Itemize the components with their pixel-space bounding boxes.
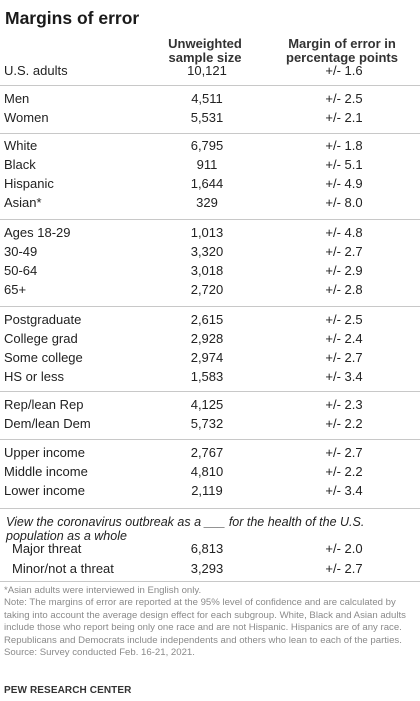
sample-size-cell: 2,928 bbox=[190, 331, 224, 346]
divider-line bbox=[0, 133, 420, 134]
row-label: Rep/lean Rep bbox=[4, 397, 84, 412]
margin-of-error-cell: +/- 2.4 bbox=[325, 331, 363, 346]
row-label: Ages 18-29 bbox=[4, 225, 71, 240]
divider-line bbox=[0, 508, 420, 509]
divider-line bbox=[0, 306, 420, 307]
sample-size-cell: 3,320 bbox=[190, 244, 224, 259]
row-label: Minor/not a threat bbox=[12, 561, 114, 576]
table-row bbox=[0, 414, 420, 434]
row-label: Lower income bbox=[4, 483, 85, 498]
margin-of-error-cell: +/- 2.9 bbox=[325, 263, 363, 278]
question-text: View the coronavirus outbreak as a ___ for the health of the U.S. population as a whole bbox=[6, 515, 365, 543]
sample-size-cell: 4,125 bbox=[190, 397, 224, 412]
row-label: Middle income bbox=[4, 464, 88, 479]
margin-of-error-cell: +/- 1.8 bbox=[325, 138, 363, 153]
sample-size-cell: 329 bbox=[196, 195, 218, 210]
row-label: Dem/lean Dem bbox=[4, 416, 91, 431]
table-row bbox=[0, 367, 420, 387]
divider-line bbox=[0, 581, 420, 582]
row-label: 50-64 bbox=[4, 263, 38, 278]
table-row bbox=[0, 242, 420, 262]
table-row bbox=[0, 223, 420, 243]
column-header-sample-size: Unweighted sample size bbox=[168, 36, 242, 65]
row-label: Asian* bbox=[4, 195, 42, 210]
table-row bbox=[0, 61, 420, 81]
row-label: Black bbox=[4, 157, 36, 172]
sample-size-cell: 3,018 bbox=[190, 263, 224, 278]
margin-of-error-cell: +/- 2.7 bbox=[325, 445, 363, 460]
row-label: College grad bbox=[4, 331, 78, 346]
table-row bbox=[0, 329, 420, 349]
sample-size-cell: 911 bbox=[196, 157, 218, 172]
sample-size-cell: 2,720 bbox=[190, 282, 224, 297]
row-label: U.S. adults bbox=[4, 63, 68, 78]
table-row bbox=[0, 395, 420, 415]
table-row bbox=[0, 136, 420, 156]
sample-size-cell: 3,293 bbox=[190, 561, 224, 576]
sample-size-cell: 1,644 bbox=[190, 176, 224, 191]
table-row bbox=[0, 89, 420, 109]
divider-line bbox=[0, 391, 420, 392]
table-title: Margins of error bbox=[5, 8, 140, 28]
margin-of-error-cell: +/- 8.0 bbox=[325, 195, 363, 210]
table-row bbox=[0, 481, 420, 501]
sample-size-cell: 2,767 bbox=[190, 445, 224, 460]
row-label: Postgraduate bbox=[4, 312, 82, 327]
row-label: Major threat bbox=[12, 541, 82, 556]
margin-of-error-cell: +/- 2.2 bbox=[325, 416, 363, 431]
methodology-note: Note: The margins of error are reported at the 95% level of confidence and are calculated by taking into account the average design effect for each subgroup. White, Black and Asian adults include those who report being only one race and are not Hispanic. Hispanics are of any race. Republicans and Democrats include independents and others who lean to each of the parties. bbox=[4, 597, 406, 646]
sample-size-cell: 6,813 bbox=[190, 541, 224, 556]
sample-size-cell: 6,795 bbox=[190, 138, 224, 153]
sample-size-cell: 4,810 bbox=[190, 464, 224, 479]
table-row bbox=[0, 310, 420, 330]
margin-of-error-cell: +/- 3.4 bbox=[325, 369, 363, 384]
margin-of-error-cell: +/- 4.9 bbox=[325, 176, 363, 191]
source-note: Source: Survey conducted Feb. 16-21, 2021. bbox=[4, 647, 195, 659]
row-label: HS or less bbox=[4, 369, 64, 384]
column-header-margin-of-error: Margin of error in percentage points bbox=[286, 36, 398, 65]
row-label: 65+ bbox=[4, 282, 27, 297]
margin-of-error-cell: +/- 2.5 bbox=[325, 91, 363, 106]
table-row bbox=[0, 108, 420, 128]
row-label: Hispanic bbox=[4, 176, 54, 191]
margin-of-error-cell: +/- 2.8 bbox=[325, 282, 363, 297]
table-row bbox=[0, 261, 420, 281]
margin-of-error-cell: +/- 5.1 bbox=[325, 157, 363, 172]
margin-of-error-cell: +/- 1.6 bbox=[325, 63, 363, 78]
pew-research-logo-text: PEW RESEARCH CENTER bbox=[4, 685, 132, 696]
margin-of-error-cell: +/- 3.4 bbox=[325, 483, 363, 498]
margin-of-error-cell: +/- 2.1 bbox=[325, 110, 363, 125]
sample-size-cell: 5,732 bbox=[190, 416, 224, 431]
table-row bbox=[0, 193, 420, 213]
margin-of-error-cell: +/- 4.8 bbox=[325, 225, 363, 240]
margin-of-error-cell: +/- 2.7 bbox=[325, 350, 363, 365]
row-label: Upper income bbox=[4, 445, 85, 460]
margin-of-error-cell: +/- 2.7 bbox=[325, 561, 363, 576]
sample-size-cell: 2,974 bbox=[190, 350, 224, 365]
table-row bbox=[0, 155, 420, 175]
sample-size-cell: 4,511 bbox=[191, 91, 223, 106]
row-label: Some college bbox=[4, 350, 83, 365]
table-row bbox=[0, 174, 420, 194]
row-label: 30-49 bbox=[4, 244, 38, 259]
margin-of-error-cell: +/- 2.7 bbox=[325, 244, 363, 259]
margin-of-error-cell: +/- 2.5 bbox=[325, 312, 363, 327]
table-row bbox=[0, 348, 420, 368]
footnotes bbox=[4, 585, 414, 659]
sample-size-cell: 2,119 bbox=[191, 483, 223, 498]
divider-line bbox=[0, 439, 420, 440]
table-row bbox=[0, 462, 420, 482]
table-row bbox=[0, 280, 420, 300]
divider-line bbox=[0, 219, 420, 220]
row-label: Men bbox=[4, 91, 30, 106]
row-label: Women bbox=[4, 110, 49, 125]
margin-of-error-cell: +/- 2.3 bbox=[325, 397, 363, 412]
sample-size-cell: 10,121 bbox=[187, 63, 227, 78]
table-row bbox=[0, 443, 420, 463]
row-label: White bbox=[4, 138, 38, 153]
subgroup-row bbox=[0, 559, 420, 579]
margin-of-error-cell: +/- 2.2 bbox=[325, 464, 363, 479]
sample-size-cell: 2,615 bbox=[190, 312, 224, 327]
margin-of-error-cell: +/- 2.0 bbox=[325, 541, 363, 556]
asian-footnote: *Asian adults were interviewed in English only. bbox=[4, 585, 202, 596]
sample-size-cell: 5,531 bbox=[190, 110, 224, 125]
divider-line bbox=[0, 85, 420, 86]
sample-size-cell: 1,013 bbox=[190, 225, 224, 240]
sample-size-cell: 1,583 bbox=[190, 369, 224, 384]
